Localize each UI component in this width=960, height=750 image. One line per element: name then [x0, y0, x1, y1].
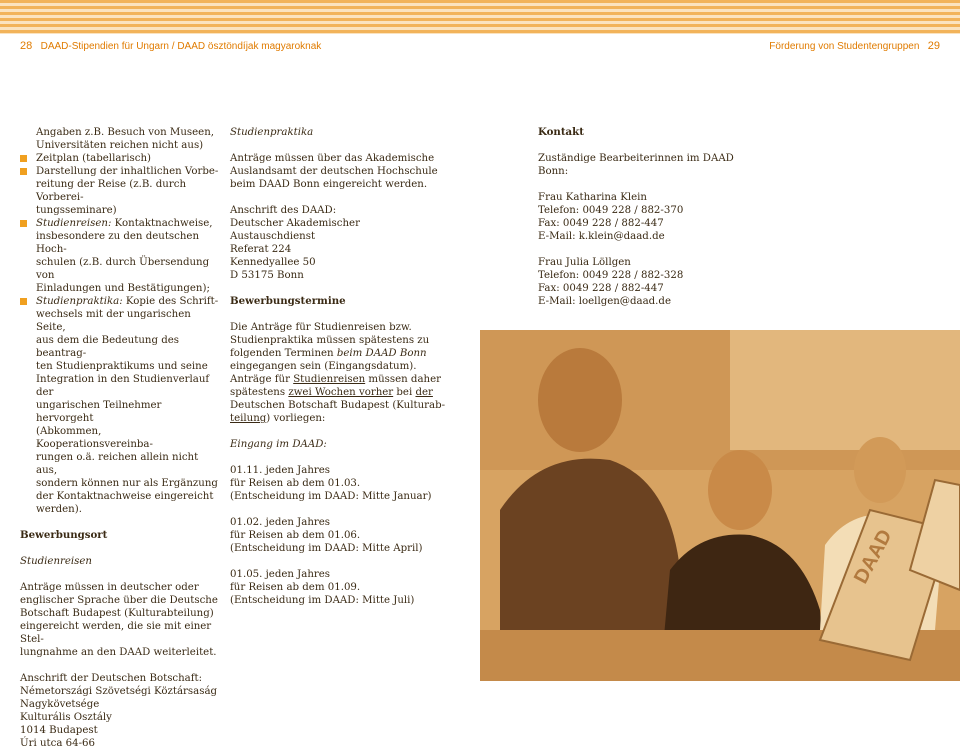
- embassy-address-title: Anschrift der Deutschen Botschaft:: [20, 673, 203, 684]
- text-line: Auslandsamt der deutschen Hochschule: [230, 166, 438, 177]
- deadline-line: (Entscheidung im DAAD: Mitte Januar): [230, 491, 432, 502]
- text-line: Botschaft Budapest (Kulturabteilung): [20, 608, 214, 619]
- address-line: 1014 Budapest: [20, 725, 98, 736]
- text-line: teilung) vorliegen:: [230, 413, 326, 424]
- deadline-line: (Entscheidung im DAAD: Mitte Juli): [230, 595, 415, 606]
- address-line: Austauschdienst: [230, 231, 316, 242]
- right-running-title: Förderung von Studentengruppen: [769, 41, 920, 52]
- contact-fax: Fax: 0049 228 / 882-447: [538, 218, 664, 229]
- contact-email[interactable]: E-Mail: loellgen@daad.de: [538, 296, 671, 307]
- subsection-title: Studienreisen: [20, 556, 92, 567]
- header-stripes: [0, 0, 960, 34]
- deadline-line: für Reisen ab dem 01.09.: [230, 582, 361, 593]
- daad-address-title: Anschrift des DAAD:: [230, 205, 337, 216]
- address-line: Nagykövetsége: [20, 699, 100, 710]
- deadline-line: für Reisen ab dem 01.06.: [230, 530, 361, 541]
- text-line: lungnahme an den DAAD weiterleitet.: [20, 647, 217, 658]
- window-light: [730, 330, 960, 450]
- text-line: Universitäten reichen nicht aus): [36, 140, 204, 151]
- text-line: Anträge müssen in deutscher oder: [20, 582, 199, 593]
- contact-name: Frau Katharina Klein: [538, 192, 647, 203]
- deadline-line: 01.02. jeden Jahres: [230, 517, 331, 528]
- list-item: Studienpraktika: Kopie des Schrift- wechsels mit der ungarischen Seite, aus dem die Bedeutung des beantrag- ten Studienpraktikums und seine Integration in den Studienverlauf der ungarischen Teilnehmer hervorgeht (Abkommen, Kooperationsvereinba- rungen o.ä. reichen allein nicht aus, sondern können nur als Ergänzung der Kontaktnachweise eingereicht werden).: [20, 295, 220, 516]
- text-line: Deutschen Botschaft Budapest (Kulturab-: [230, 400, 446, 411]
- right-page-number: 29: [927, 40, 940, 52]
- section-title-studienpraktika: Studienpraktika: [230, 127, 314, 138]
- contact-phone: Telefon: 0049 228 / 882-328: [538, 270, 684, 281]
- lead-text: [20, 126, 220, 152]
- address-line: Kulturális Osztály: [20, 712, 112, 723]
- address-line: Németországi Szövetségi Köztársaság: [20, 686, 218, 697]
- contact-email[interactable]: E-Mail: k.klein@daad.de: [538, 231, 665, 242]
- requirements-list: [20, 152, 220, 516]
- text-line: eingegangen sein (Eingangsdatum).: [230, 361, 417, 372]
- list-item: Zeitplan (tabellarisch): [20, 152, 220, 165]
- text-line: Anträge müssen über das Akademische: [230, 153, 435, 164]
- laptop-logo: DAAD: [849, 526, 897, 588]
- text-line: englischer Sprache über die Deutsche: [20, 595, 218, 606]
- contact-fax: Fax: 0049 228 / 882-447: [538, 283, 664, 294]
- address-line: D 53175 Bonn: [230, 270, 304, 281]
- column-2: [230, 126, 455, 607]
- list-item: Studienreisen: Kontaktnachweise, insbesondere zu den deutschen Hoch- schulen (z.B. durch Übersendung von Einladungen und Bestätigungen);: [20, 217, 220, 295]
- deadline-line: 01.11. jeden Jahres: [230, 465, 331, 476]
- deadline-line: (Entscheidung im DAAD: Mitte April): [230, 543, 423, 554]
- right-header: [769, 40, 940, 52]
- text-line: Die Anträge für Studienreisen bzw.: [230, 322, 412, 333]
- contact-phone: Telefon: 0049 228 / 882-370: [538, 205, 684, 216]
- left-page-number: 28: [20, 40, 33, 52]
- address-line: Kennedyallee 50: [230, 257, 316, 268]
- text-line: eingereicht werden, die sie mit einer Stel-: [20, 621, 212, 645]
- section-title-bewerbungsort: Bewerbungsort: [20, 529, 108, 541]
- student-right-head: [854, 437, 906, 503]
- text-line: spätestens zwei Wochen vorher bei der: [230, 387, 433, 398]
- address-line: Úri utca 64-66: [20, 738, 95, 749]
- student-middle-head: [708, 450, 772, 530]
- students-photo: [480, 330, 960, 681]
- section-title-kontakt: Kontakt: [538, 126, 584, 138]
- text-line: folgenden Terminen beim DAAD Bonn: [230, 348, 427, 359]
- text-line: Zuständige Bearbeiterinnen im DAAD: [538, 153, 734, 164]
- students-photo-illustration: [480, 330, 960, 681]
- text-line: Anträge für Studienreisen müssen daher: [230, 374, 441, 385]
- column-3-contact: [538, 126, 748, 308]
- deadline-line: 01.05. jeden Jahres: [230, 569, 331, 580]
- text-line: Bonn:: [538, 166, 569, 177]
- section-title-bewerbungstermine: Bewerbungstermine: [230, 295, 346, 307]
- list-item: Darstellung der inhaltlichen Vorbe- reitung der Reise (z.B. durch Vorberei- tungsseminare): [20, 165, 220, 217]
- contact-name: Frau Julia Löllgen: [538, 257, 631, 268]
- student-left-head: [538, 348, 622, 452]
- address-line: Deutscher Akademischer: [230, 218, 360, 229]
- address-line: Referat 224: [230, 244, 292, 255]
- left-running-title: DAAD-Stipendien für Ungarn / DAAD ösztöndíjak magyaroknak: [40, 41, 322, 52]
- deadline-line: für Reisen ab dem 01.03.: [230, 478, 361, 489]
- left-header: [20, 40, 321, 52]
- text-line: beim DAAD Bonn eingereicht werden.: [230, 179, 428, 190]
- column-1: [20, 126, 220, 750]
- text-line: Angaben z.B. Besuch von Museen,: [36, 127, 215, 138]
- subsection-title-eingang: Eingang im DAAD:: [230, 439, 327, 450]
- text-line: Studienpraktika müssen spätestens zu: [230, 335, 430, 346]
